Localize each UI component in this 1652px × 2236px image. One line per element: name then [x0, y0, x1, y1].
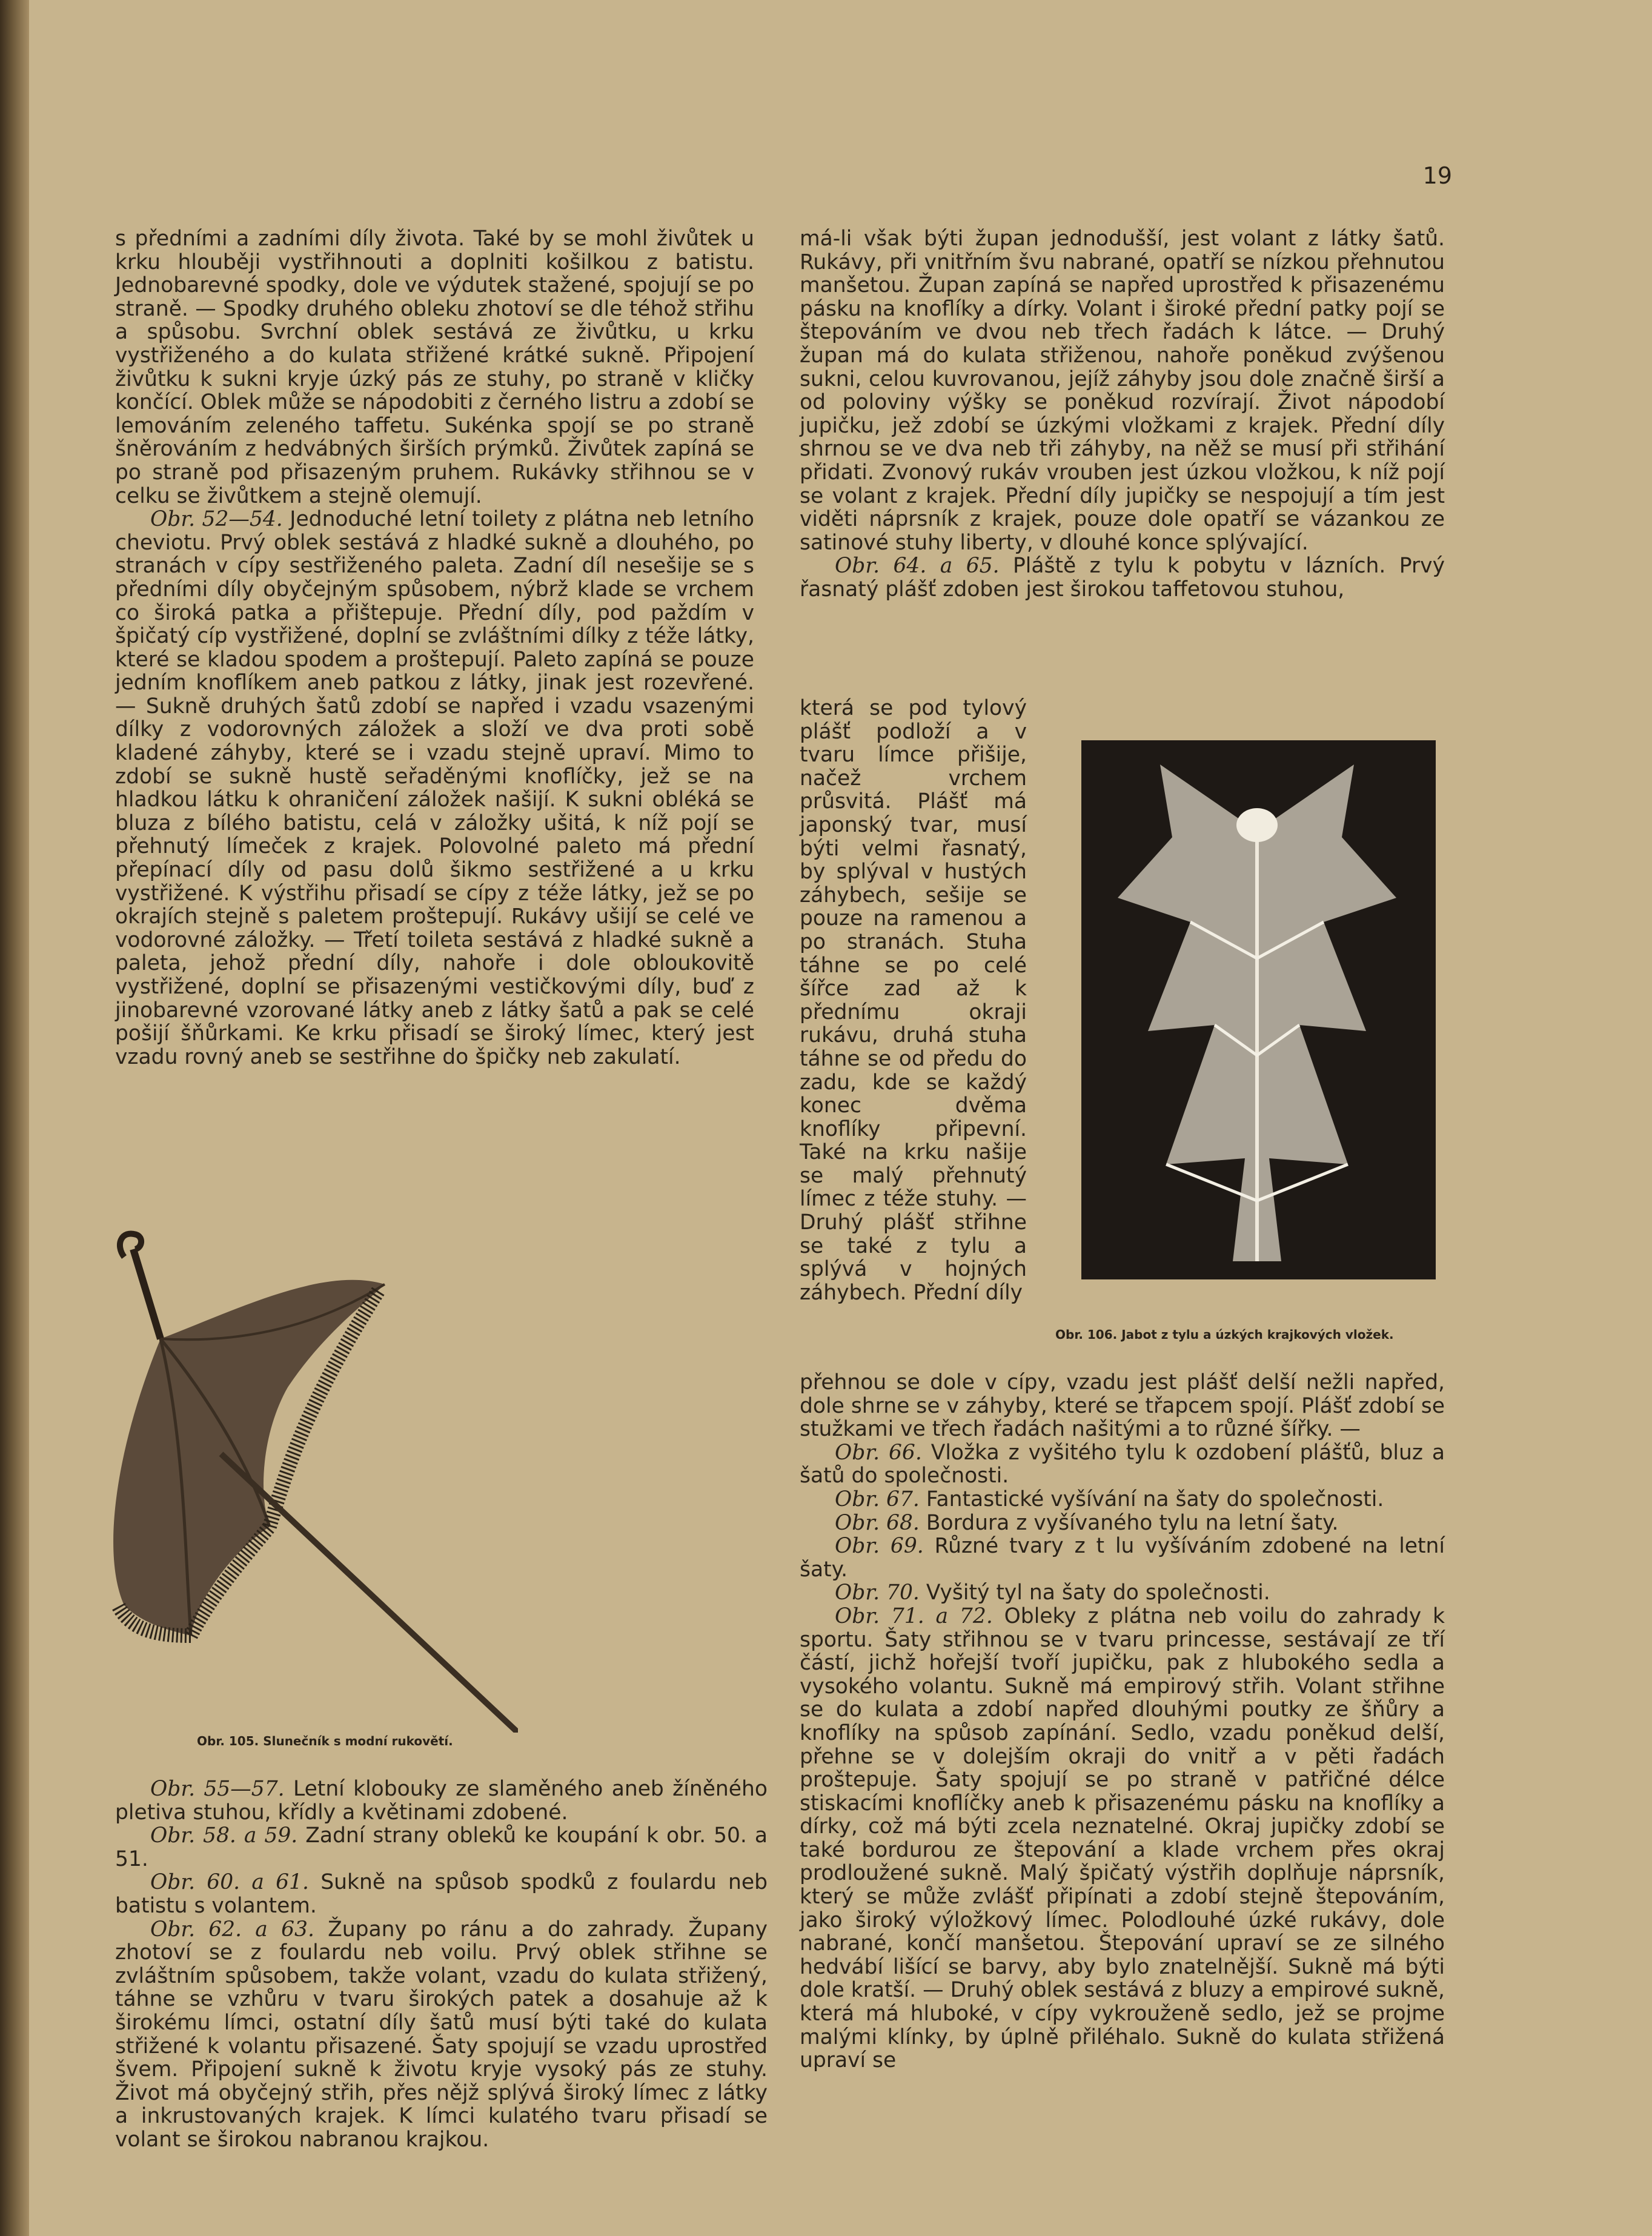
paragraph-text: Sukně na spůsob spodků z foulardu neb batistu s volantem.	[115, 1870, 768, 1918]
paragraph-continuation: s předními a zadními díly života. Také by se mohl živůtek u krku hlouběji vystřihnouti a doplniti košilkou z batistu. Jednobarevné spodky, dole ve výdutek stažené, spojují se po straně. — Spodky druhého obleku zhotoví se dle téhož střihu a spůsobu. Svrchní oblek sestává ze živůtku, u krku vystřiženého a do kulata střižené krátké sukně. Připojení živůtku k sukni kryje úzký pás ze stuhy, po straně v kličky končící. Oblek může se nápodobiti z černého listru a zdobí se lemováním zeleného taffetu. Sukénka spojí se po straně šněrováním z hedvábných širších prýmků. Živůtek zapíná se po straně pod přisazeným pruhem. Rukávky střihnou se v celku se živůtkem a stejně olemují.	[115, 227, 754, 508]
paragraph-text: přehnou se dole v cípy, vzadu jest plášť delší nežli napřed, dole shrne se v záhyby, které se třapcem spojí. Plášť zdobí se stužkami ve třech řadách našitými a to různé šířky. —	[800, 1370, 1445, 1442]
figure-reference: Obr. 69.	[835, 1534, 924, 1559]
paragraph-text: která se pod tylový plášť podloží a v tvaru límce přišije, načež vrchem průsvitá. Plášť má japonský tvar, musí býti velmi řasnatý, by splýval v hustých záhybech, sešije se pouze na ramenou a po stranách. Stuha táhne se po celé šířce zad až k přednímu okraji rukávu, druhá stuha táhne se od předu do zadu, kde se každý konec dvěma knoflíky připevní. Také na krku našije se malý přehnutý límec z téže stuhy. — Druhý plášť střihne se také z tylu a splývá v hojných záhybech. Přední díly	[800, 696, 1027, 1305]
paragraph-text: Pláště z tylu k pobytu v lázních. Prvý řasnatý plášť zdoben jest širokou taffetovou stuhou,	[800, 554, 1445, 602]
book-binding-edge	[0, 0, 29, 2236]
paragraph-text: Župany po ránu a do zahrady. Župany zhotoví se z foulardu neb voilu. Prvý oblek střihne se zvláštním spůsobem, takže volant, vzadu do kulata střižený, táhne se vzhůru v tvaru širokých patek a dosahuje až k širokému límci, ostatní díly šatů musí býti také do kulata střižené k volantu přisazené. Šaty spojují se vzadu uprostřed švem. Připojení sukně k životu kryje vysoký pás ze stuhy. Život má obyčejný střih, přes nějž splývá široký límec z látky a inkrustovaných krajek. K límci kulatého tvaru přisadí se volant se širokou nabranou krajkou.	[115, 1917, 768, 2152]
paragraph-obr-66	[800, 1441, 1445, 1488]
paragraph-text: Fantastické vyšívání na šaty do společnosti.	[926, 1487, 1384, 1511]
left-column-bottom	[115, 1777, 768, 2152]
paragraph-text: Bordura z vyšívaného tylu na letní šaty.	[926, 1510, 1339, 1535]
figure-caption: Obr. 105. Slunečník s modní rukovětí.	[197, 1734, 453, 1748]
paragraph-text: Různé tvary z t lu vyšíváním zdobené na letní šaty.	[800, 1534, 1445, 1582]
figure-reference: Obr. 70.	[835, 1581, 920, 1605]
figure-reference: Obr. 55—57.	[150, 1777, 285, 1801]
parasol-canopy	[113, 1280, 385, 1636]
jabot-knot	[1236, 808, 1278, 842]
right-column	[800, 227, 1445, 602]
parasol-drawing	[106, 1212, 518, 1733]
figure-reference: Obr. 67.	[835, 1487, 920, 1511]
paragraph-obr-69	[800, 1534, 1445, 1581]
paragraph-continuation: má-li však býti župan jednodušší, jest volant z látky šatů. Rukávy, při vnitřním švu nabrané, opatří se nízkou přehnutou manšetou. Župan zapíná se napřed uprostřed k přisazenému pásku na knoflíky a dírky. Volant i široké přední patky pojí se štepováním ve dvou neb třech řadách k látce. — Druhý župan má do kulata střiženou, nahoře poněkud zvýšenou sukni, celou kuvrovanou, jejíž záhyby jsou dole značně širší a od poloviny výšky se poněkud rozvírají. Život nápodobí jupičku, jež zdobí se úzkými vložkami z krajek. Přední díly shrnou se ve dva neb tři záhyby, na něž se musí při střihání přidati. Zvonový rukáv vrouben jest úzkou vložkou, k níž pojí se volant z krajek. Přední díly jupičky se nespojují a tím jest viděti náprsník z krajek, pouze dole opatří se vázankou ze satinové stuhy liberty, v dlouhé konce splývající.	[800, 227, 1445, 555]
jabot-photo	[1081, 740, 1436, 1279]
paragraph-obr-64-65	[800, 554, 1445, 601]
paragraph-obr-68	[800, 1511, 1445, 1535]
paragraph-obr-62-63	[115, 1918, 768, 2152]
figure-reference: Obr. 60. a 61.	[150, 1870, 309, 1895]
paragraph-text: Zadní strany obleků ke koupání k obr. 50. a 51.	[115, 1823, 768, 1871]
paragraph-text: Jednoduché letní toilety z plátna neb letního cheviotu. Prvý oblek sestává z hladké sukně a dlouhého, po stranách v cípy sestřiženého paleta. Zadní díl nesešije se s předními díly obyčejným spůsobem, nýbrž klade se vrchem co široká patka a přištepuje. Přední díly, pod paždím v špičatý cíp vystřižené, doplní se zvláštními dílky z téže látky, které se kladou spodem a proštepují. Paleto zapíná se pouze jedním knoflíkem aneb patkou z látky, jinak jest rozevřené. — Sukně druhých šatů zdobí se napřed i vzadu vsazenými dílky z vodorovných záložek a složí ve dva proti sobě kladené záhyby, které se i vzadu stejně upraví. Mimo to zdobí se sukně hustě seřaděnými knoflíčky, jež se na hladkou látku k ohraničení záložek našijí. K sukni obléká se bluza z bílého batistu, celá v záložky ušitá, k níž pojí se přehnutý límeček z krajek. Polovolné paleto má přední přepínací díly od pasu dolů šikmo sestřižené a u krku vystřižené. K výstřihu přisadí se cípy z téže látky, jež se po okrajích stejně s paletem proštepují. Rukávy ušijí se celé ve vodorovné záložky. — Třetí toileta sestává z hladké sukně a paleta, jehož přední díly, nahoře i dole obloukovitě vystřižené, doplní se přisazenými vestičkovými díly, buď z jinobarevné vzorované látky aneb z látky šatů a pak se celé pošijí šňůrkami. Ke krku přisadí se široký límec, který jest vzadu rovný aneb se sestřihne do špičky neb zakulatí.	[115, 507, 754, 1069]
paragraph-obr-55-57	[115, 1777, 768, 1824]
figure-reference: Obr. 71. a 72.	[835, 1604, 993, 1628]
paragraph-obr-60-61	[115, 1871, 768, 1917]
page-number: 19	[1422, 162, 1452, 189]
figure-reference: Obr. 52—54.	[150, 507, 283, 532]
paragraph-obr-58-59	[115, 1824, 768, 1871]
paragraph-obr-67	[800, 1488, 1445, 1511]
paragraph-text: Obleky z plátna neb voilu do zahrady k sportu. Šaty střihnou se v tvaru princesse, sestávají ze tří částí, jichž hořejší tvoří jupičku, pak z hlubokého sedla a vysokého volantu. Sukně má empirový střih. Volant střihne se do kulata a zdobí napřed dlouhými poutky ze šňůry a knoflíky na spůsob zapínání. Sedlo, vzadu poněkud delší, přehne se v dolejším okraji do vnitř a v pěti řadách proštepuje. Šaty spojují se po straně v patřičné délce stiskacími knoflíčky aneb k přisazenému pásku na knoflíky a dírky, což má býti zcela neznatelné. Okraj jupičky zdobí se také bordurou ze štepování a klade vrchem přes okraj prodloužené sukně. Malý špičatý výstřih doplňuje náprsník, který se může zvlášť připínati a zdobí stejně štepováním, jako široký výložkový límec. Polodlouhé úzké rukávy, dole nabrané, končí manšetou. Štepování upraví se ze silného hedvábí lišící se barvy, aby bylo znatelnější. Sukně má býti dole kratší. — Druhý oblek sestává z bluzy a empirové sukně, která má hluboké, v cípy vykrouženě sedlo, jež se projme malými klínky, by úplně přiléhalo. Sukně do kulata střižená upraví se	[800, 1604, 1445, 2073]
figure-reference: Obr. 68.	[835, 1510, 920, 1535]
jabot-drawing	[1081, 740, 1436, 1279]
right-column-continued	[800, 1371, 1445, 2072]
figure-caption: Obr. 106. Jabot z tylu a úzkých krajkových vložek.	[1055, 1327, 1394, 1342]
paragraph-text: Vyšitý tyl na šaty do společnosti.	[926, 1581, 1270, 1605]
paragraph-obr-71-72	[800, 1605, 1445, 2072]
figure-reference: Obr. 66.	[835, 1440, 922, 1465]
paragraph-obr-70	[800, 1581, 1445, 1605]
parasol-handle-top	[133, 1249, 161, 1339]
parasol-illustration	[106, 1212, 518, 1733]
figure-reference: Obr. 64. a 65.	[835, 554, 1000, 579]
figure-reference: Obr. 62. a 63.	[150, 1917, 314, 1942]
parasol-shaft	[221, 1454, 518, 1733]
left-column	[115, 227, 754, 1069]
figure-reference: Obr. 58. a 59.	[150, 1823, 298, 1848]
paragraph-text: Vložka z vyšitého tylu k ozdobení plášťů, bluz a šatů do společnosti.	[800, 1440, 1445, 1488]
paragraph-text: Letní klobouky ze slaměného aneb žíněného pletiva stuhou, křídly a květinami zdobené.	[115, 1777, 768, 1825]
right-column-narrow	[800, 697, 1027, 1304]
paragraph-obr-52-54	[115, 508, 754, 1069]
